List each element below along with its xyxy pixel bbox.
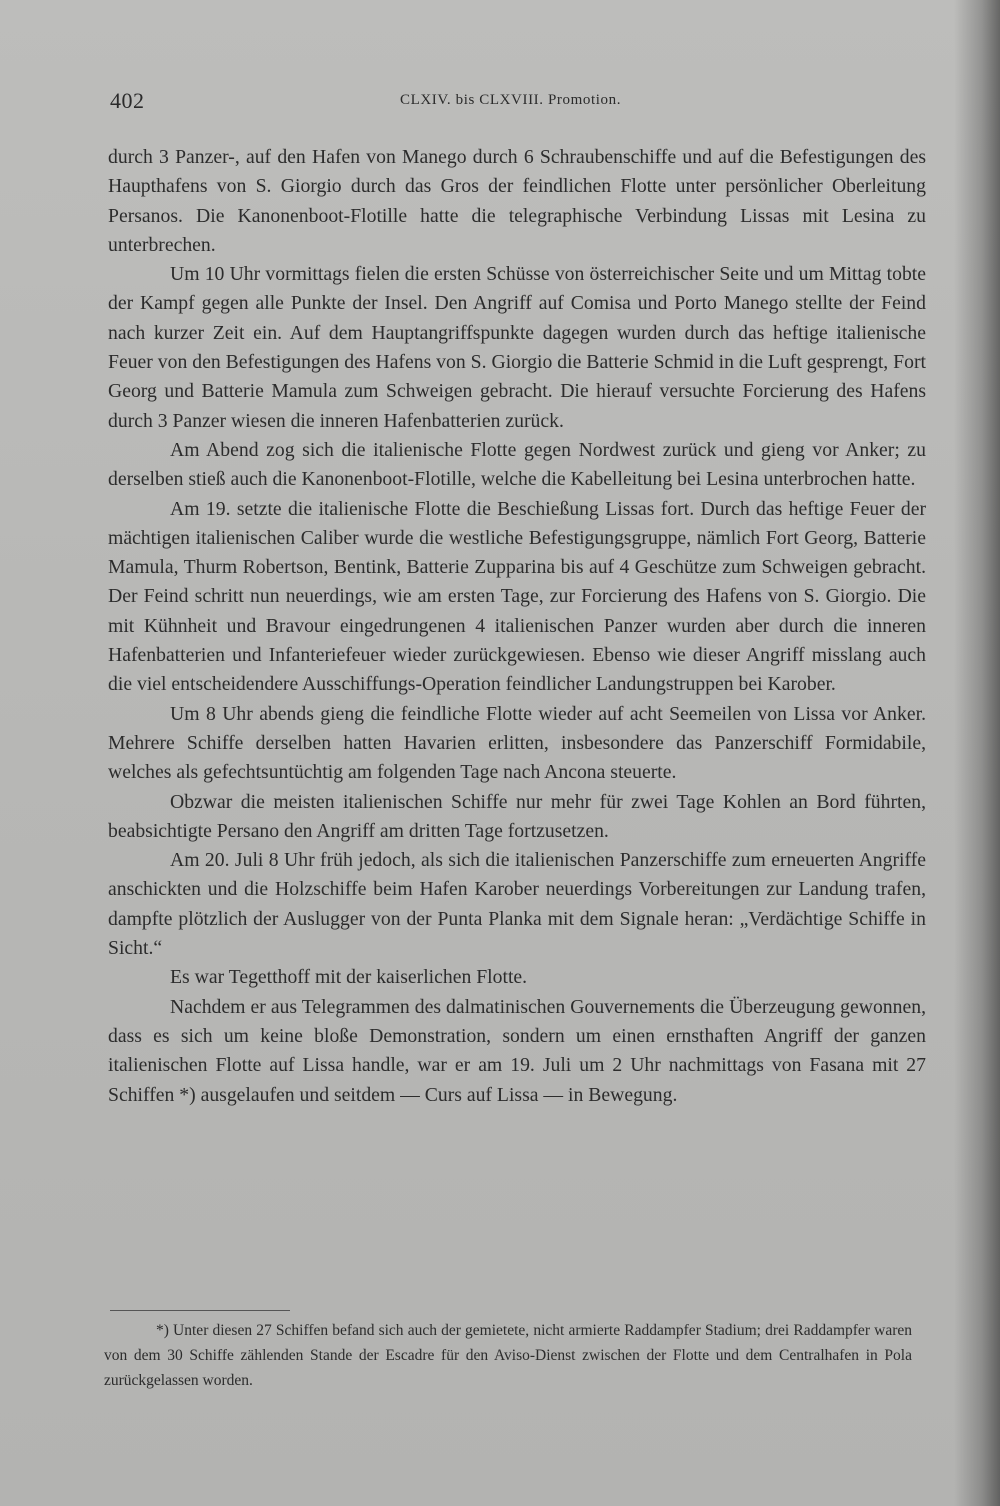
paragraph-8: Es war Tegetthoff mit der kaiserlichen Flotte.: [170, 966, 528, 989]
paragraph-9: Nachdem er aus Telegrammen des dalmatinischen Gouvernements die Überzeugung gewonnen, dass es sich um keine bloße Demonstration, sondern um einen ernsthaften Angriff der ganzen italienischen Flotte auf Lissa handle, war er am 19. Juli um 2 Uhr nachmittags von Fasana mit 27 Schiffen *) ausgelaufen und seitdem — Curs auf Lissa — in Bewegung.: [108, 995, 926, 1106]
paragraph-6: Obzwar die meisten italienischen Schiffe nur mehr für zwei Tage Kohlen an Bord führten, beabsichtigte Persano den Angriff am dritten Tage fortzusetzen.: [108, 790, 926, 842]
paragraph-2: Um 10 Uhr vormittags fielen die ersten Schüsse von österreichischer Seite und um Mittag tobte der Kampf gegen alle Punkte der Insel. Den Angriff auf Comisa und Porto Manego stellte der Feind nach kurzer Zeit ein. Auf dem Hauptangriffspunkte dagegen wurden durch das heftige italienische Feuer von den Befestigungen des Hafens von S. Giorgio die Batterie Schmid in die Luft gesprengt, Fort Georg und Batterie Mamula zum Schweigen gebracht. Die hierauf versuchte Forcierung des Hafens durch 3 Panzer wiesen die inneren Hafenbatterien zurück.: [108, 263, 926, 432]
paragraph-5: Um 8 Uhr abends gieng die feindliche Flotte wieder auf acht Seemeilen von Lissa vor Anker. Mehrere Schiffe derselben hatten Havarien erlitten, insbesondere das Panzerschiff Formidabile, welches als gefechtsuntüchtig am folgenden Tage nach Ancona steuerte.: [108, 702, 926, 784]
footnote-divider: [110, 1310, 290, 1311]
paragraph-1: durch 3 Panzer-, auf den Hafen von Manego durch 6 Schraubenschiffe und auf die Befestigungen des Haupthafens von S. Giorgio durch das Gros der feindlichen Flotte unter persönlicher Oberleitung Persanos. Die Kanonenboot-Flotille hatte die telegraphische Verbindung Lissas mit Lesina zu unterbrechen.: [108, 146, 926, 256]
paragraph-3: Am Abend zog sich die italienische Flotte gegen Nordwest zurück und gieng vor Anker; zu derselben stieß auch die Kanonenboot-Flotille, welche die Kabelleitung bei Lesina unterbrochen hatte.: [108, 438, 926, 491]
running-title: CLXIV. bis CLXVIII. Promotion.: [400, 92, 622, 108]
binding-shadow: [954, 0, 1000, 1506]
page-number: 402: [110, 88, 145, 113]
body-text: [108, 143, 926, 1110]
page-header: [110, 88, 930, 118]
paragraph-7: Am 20. Juli 8 Uhr früh jedoch, als sich die italienischen Panzerschiffe zum erneuerten Angriffe anschickten und die Holzschiffe beim Hafen Karober neuerdings Vorbereitungen zur Landung trafen, dampfte plötzlich der Auslugger von der Punta Planka mit dem Signale heran: „Verdächtige Schiffe in Sicht.“: [108, 849, 926, 960]
footnote: *) Unter diesen 27 Schiffen befand sich auch der gemietete, nicht armierte Raddampfer Stadium; drei Raddampfer waren von dem 30 Schiffe zählenden Stande der Escadre für den Aviso-Dienst zwischen der Flotte und dem Centralhafen in Pola zurückgelassen worden.: [104, 1322, 912, 1389]
paragraph-4: Am 19. setzte die italienische Flotte die Beschießung Lissas fort. Durch das heftige Feuer der mächtigen italienischen Caliber wurde die westliche Befestigungsgruppe, nämlich Fort Georg, Batterie Mamula, Thurm Robertson, Bentink, Batterie Zupparina bis auf 4 Geschütze zum Schweigen gebracht. Der Feind schritt nun neuerdings, wie am ersten Tage, zur Forcierung des Hafens von S. Giorgio. Die mit Kühnheit und Bravour eingedrungenen 4 italienischen Panzer wurden aber durch die inneren Hafenbatterien und Infanteriefeuer wieder zurückgewiesen. Ebenso wie dieser Angriff misslang auch die viel entscheidendere Ausschiffungs-Operation feindlicher Landungstruppen bei Karober.: [108, 497, 926, 696]
